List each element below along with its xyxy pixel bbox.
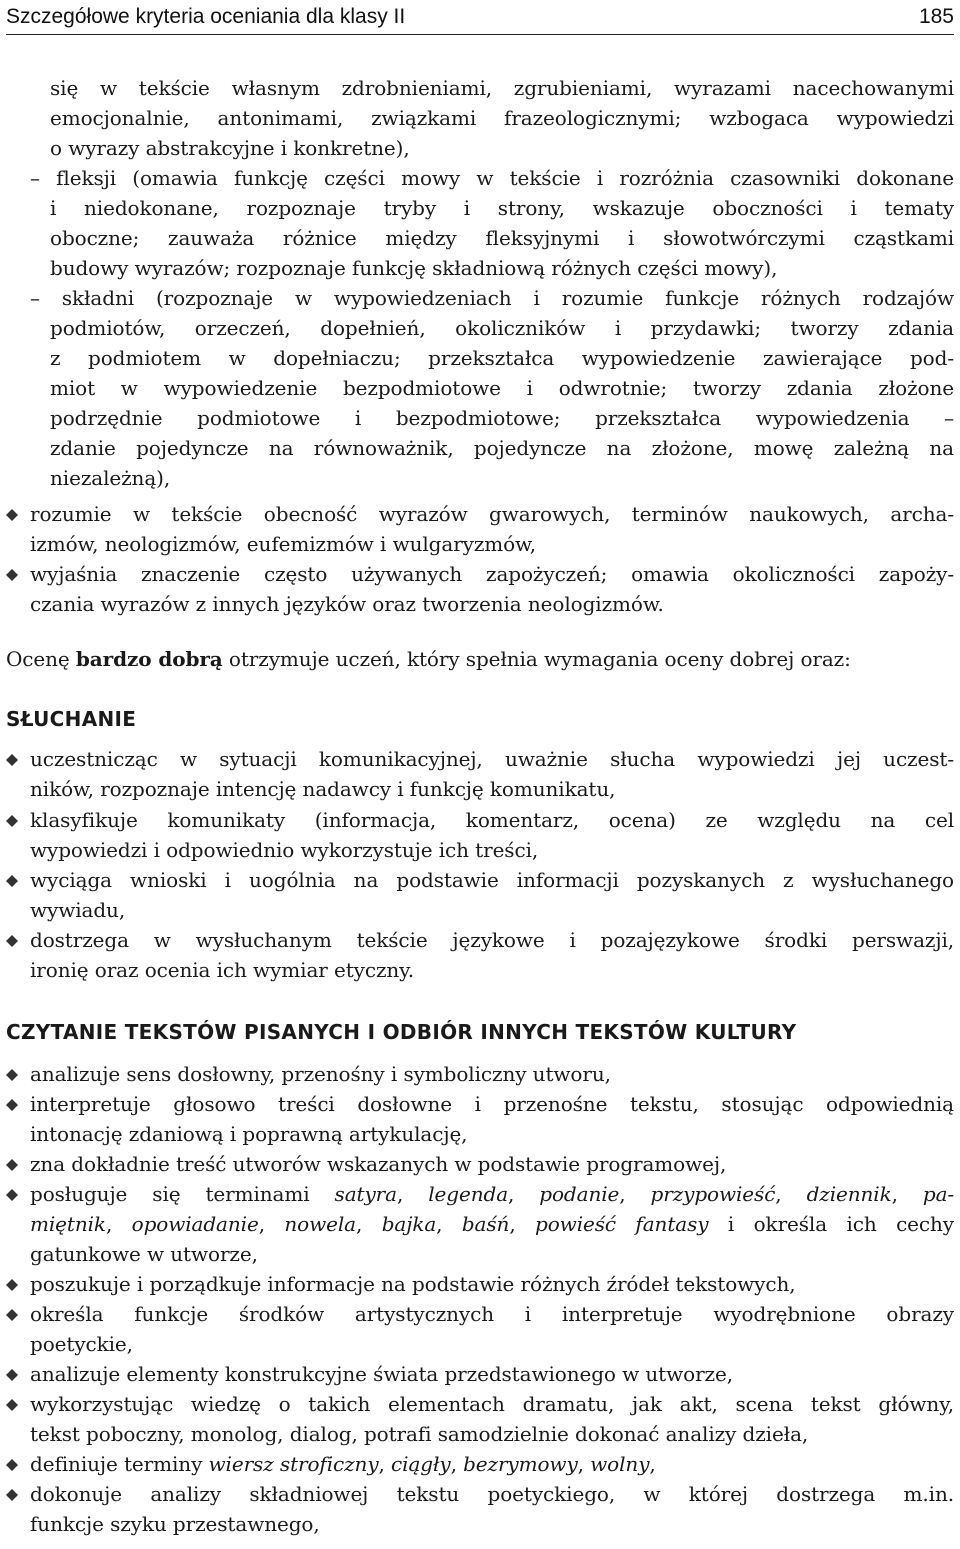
page-header — [6, 0, 954, 35]
text-run: , — [396, 1182, 429, 1206]
grade-prefix: Ocenę — [6, 647, 76, 671]
diamond-bullet-icon — [6, 1159, 18, 1171]
list-item-line: funkcje szyku przestawnego, — [30, 1512, 320, 1536]
list-item-line: wypowiedzi i odpowiednio wykorzystuje ich treści, — [30, 838, 539, 862]
text-run: definiuje terminy — [30, 1452, 209, 1476]
text-run: i określa ich cechy — [708, 1212, 954, 1236]
diamond-bullet-icon — [6, 1279, 18, 1291]
list-item-line: intonację zdaniową i poprawną artykulację, — [30, 1122, 468, 1146]
text-run: , — [649, 1452, 656, 1476]
text-run: , — [509, 1212, 536, 1236]
term: nowela — [284, 1212, 356, 1236]
list-item-line: analizuje sens dosłowny, przenośny i symboliczny utworu, — [30, 1062, 611, 1086]
text-run: , — [378, 1452, 392, 1476]
text-run: , — [508, 1182, 540, 1206]
text-line: emocjonalnie, antonimami, związkami frazeologicznymi; wzbogaca wypowiedzi — [50, 106, 954, 130]
diamond-bullet-icon — [6, 1189, 18, 1201]
diamond-bullet-icon — [6, 1489, 18, 1501]
text-line: budowy wyrazów; rozpoznaje funkcję składniową różnych części mowy), — [50, 256, 778, 280]
text-run: , — [356, 1212, 382, 1236]
text-line: się w tekście własnym zdrobnieniami, zgrubieniami, wyrazami nacechowanymi — [50, 76, 954, 100]
term: baśń — [461, 1212, 510, 1236]
diamond-bullet-icon — [6, 754, 18, 766]
diamond-bullet-icon — [6, 1069, 18, 1081]
term: pa- — [922, 1182, 955, 1206]
section-heading-reading: CZYTANIE TEKSTÓW PISANYCH I ODBIÓR INNYCH TEKSTÓW KULTURY — [6, 1020, 797, 1044]
term: bezrymowy — [463, 1452, 578, 1476]
text-line: – składni (rozpoznaje w wypowiedzeniach i rozumie funkcje różnych rodzajów — [30, 286, 954, 310]
list-item-line: określa funkcje środków artystycznych i interpretuje wyodrębnione obrazy — [30, 1302, 954, 1326]
term: wiersz stroficzny — [208, 1452, 379, 1476]
text-line: – fleksji (omawia funkcję części mowy w tekście i rozróżnia czasowniki dokonane — [30, 166, 954, 190]
list-item-line: interpretuje głosowo treści dosłowne i przenośne tekstu, stosując odpowiednią — [30, 1092, 954, 1116]
list-item-line: izmów, neologizmów, eufemizmów i wulgaryzmów, — [30, 532, 537, 556]
text-run: , — [577, 1452, 591, 1476]
term: dziennik — [806, 1182, 892, 1206]
text-line: oboczne; zauważa różnice między fleksyjnymi i słowotwórczymi cząstkami — [50, 226, 954, 250]
list-item-line: analizuje elementy konstrukcyjne świata przedstawionego w utworze, — [30, 1362, 733, 1386]
list-item-line: czania wyrazów z innych języków oraz tworzenia neologizmów. — [30, 592, 664, 616]
list-item-line: rozumie w tekście obecność wyrazów gwarowych, terminów naukowych, archa- — [30, 502, 954, 526]
term: powieść fantasy — [535, 1212, 709, 1236]
text-run: , — [105, 1212, 132, 1236]
term: podanie — [539, 1182, 620, 1206]
diamond-bullet-icon — [6, 1099, 18, 1111]
list-item-line — [30, 1210, 954, 1238]
text-run: , — [775, 1182, 807, 1206]
diamond-bullet-icon — [6, 1399, 18, 1411]
text-line: i niedokonane, rozpoznaje tryby i strony, wskazuje oboczności i tematy — [50, 196, 954, 220]
diamond-bullet-icon — [6, 1369, 18, 1381]
list-item-line: dostrzega w wysłuchanym tekście językowe i pozajęzykowe środki perswazji, — [30, 928, 954, 952]
grade-suffix: otrzymuje uczeń, który spełnia wymagania oceny dobrej oraz: — [222, 647, 851, 671]
list-item-line: dokonuje analizy składniowej tekstu poetyckiego, w której dostrzega m.in. — [30, 1482, 954, 1506]
term: satyra — [334, 1182, 397, 1206]
text-run: , — [619, 1182, 651, 1206]
list-item-line: zna dokładnie treść utworów wskazanych w podstawie programowej, — [30, 1152, 727, 1176]
grade-requirement-line — [6, 645, 851, 673]
text-run: , — [258, 1212, 285, 1236]
term: miętnik — [30, 1212, 106, 1236]
text-line: z podmiotem w dopełniaczu; przekształca wypowiedzenie zawierające pod- — [50, 346, 954, 370]
list-item-line: poszukuje i porządkuje informacje na podstawie różnych źródeł tekstowych, — [30, 1272, 796, 1296]
term: bajka — [381, 1212, 437, 1236]
diamond-bullet-icon — [6, 509, 18, 521]
diamond-bullet-icon — [6, 569, 18, 581]
diamond-bullet-icon — [6, 875, 18, 887]
list-item-line — [30, 1180, 954, 1208]
text-line: miot w wypowiedzenie bezpodmiotowe i odwrotnie; tworzy zdania złożone — [50, 376, 954, 400]
grade-name: bardzo dobrą — [75, 647, 223, 671]
list-item-line: tekst poboczny, monolog, dialog, potrafi samodzielnie dokonać analizy dzieła, — [30, 1422, 809, 1446]
running-title: Szczegółowe kryteria oceniania dla klasy II — [6, 5, 406, 28]
text-line: zdanie pojedyncze na równoważnik, pojedyncze na złożone, mowę zależną na — [50, 436, 954, 460]
list-item-line — [30, 1450, 656, 1478]
list-item-line: poetyckie, — [30, 1332, 133, 1356]
text-line: o wyrazy abstrakcyjne i konkretne), — [50, 136, 410, 160]
list-item-line: klasyfikuje komunikaty (informacja, komentarz, ocena) ze względu na cel — [30, 808, 954, 832]
text-line: podmiotów, orzeczeń, dopełnień, okoliczników i przydawki; tworzy zdania — [50, 316, 954, 340]
list-item-line: wykorzystując wiedzę o takich elementach dramatu, jak akt, scena tekst główny, — [30, 1392, 954, 1416]
term: wolny — [590, 1452, 650, 1476]
diamond-bullet-icon — [6, 935, 18, 947]
diamond-bullet-icon — [6, 1309, 18, 1321]
term: legenda — [428, 1182, 509, 1206]
list-item-line: uczestnicząc w sytuacji komunikacyjnej, uważnie słucha wypowiedzi jej uczest- — [30, 747, 954, 771]
text-line: niezależną), — [50, 466, 171, 490]
diamond-bullet-icon — [6, 1459, 18, 1471]
section-heading-listening: SŁUCHANIE — [6, 707, 137, 731]
text-run: , — [436, 1212, 462, 1236]
term: opowiadanie — [131, 1212, 259, 1236]
diamond-bullet-icon — [6, 815, 18, 827]
page-number: 185 — [918, 5, 954, 28]
list-item-line: gatunkowe w utworze, — [30, 1242, 258, 1266]
term: ciągły — [391, 1452, 451, 1476]
list-item-line: wyciąga wnioski i uogólnia na podstawie informacji pozyskanych z wysłuchanego — [30, 868, 954, 892]
list-item-line: wywiadu, — [30, 898, 126, 922]
list-item-line: ników, rozpoznaje intencję nadawcy i funkcję komunikatu, — [30, 777, 616, 801]
list-item-line: ironię oraz ocenia ich wymiar etyczny. — [30, 958, 414, 982]
term: przypowieść — [650, 1182, 776, 1206]
text-line: podrzędnie podmiotowe i bezpodmiotowe; przekształca wypowiedzenia – — [50, 406, 954, 430]
text-run: , — [450, 1452, 464, 1476]
list-item-line: wyjaśnia znaczenie często używanych zapożyczeń; omawia okoliczności zapoży- — [30, 562, 954, 586]
text-run: , — [891, 1182, 923, 1206]
text-run: posługuje się terminami — [30, 1182, 335, 1206]
